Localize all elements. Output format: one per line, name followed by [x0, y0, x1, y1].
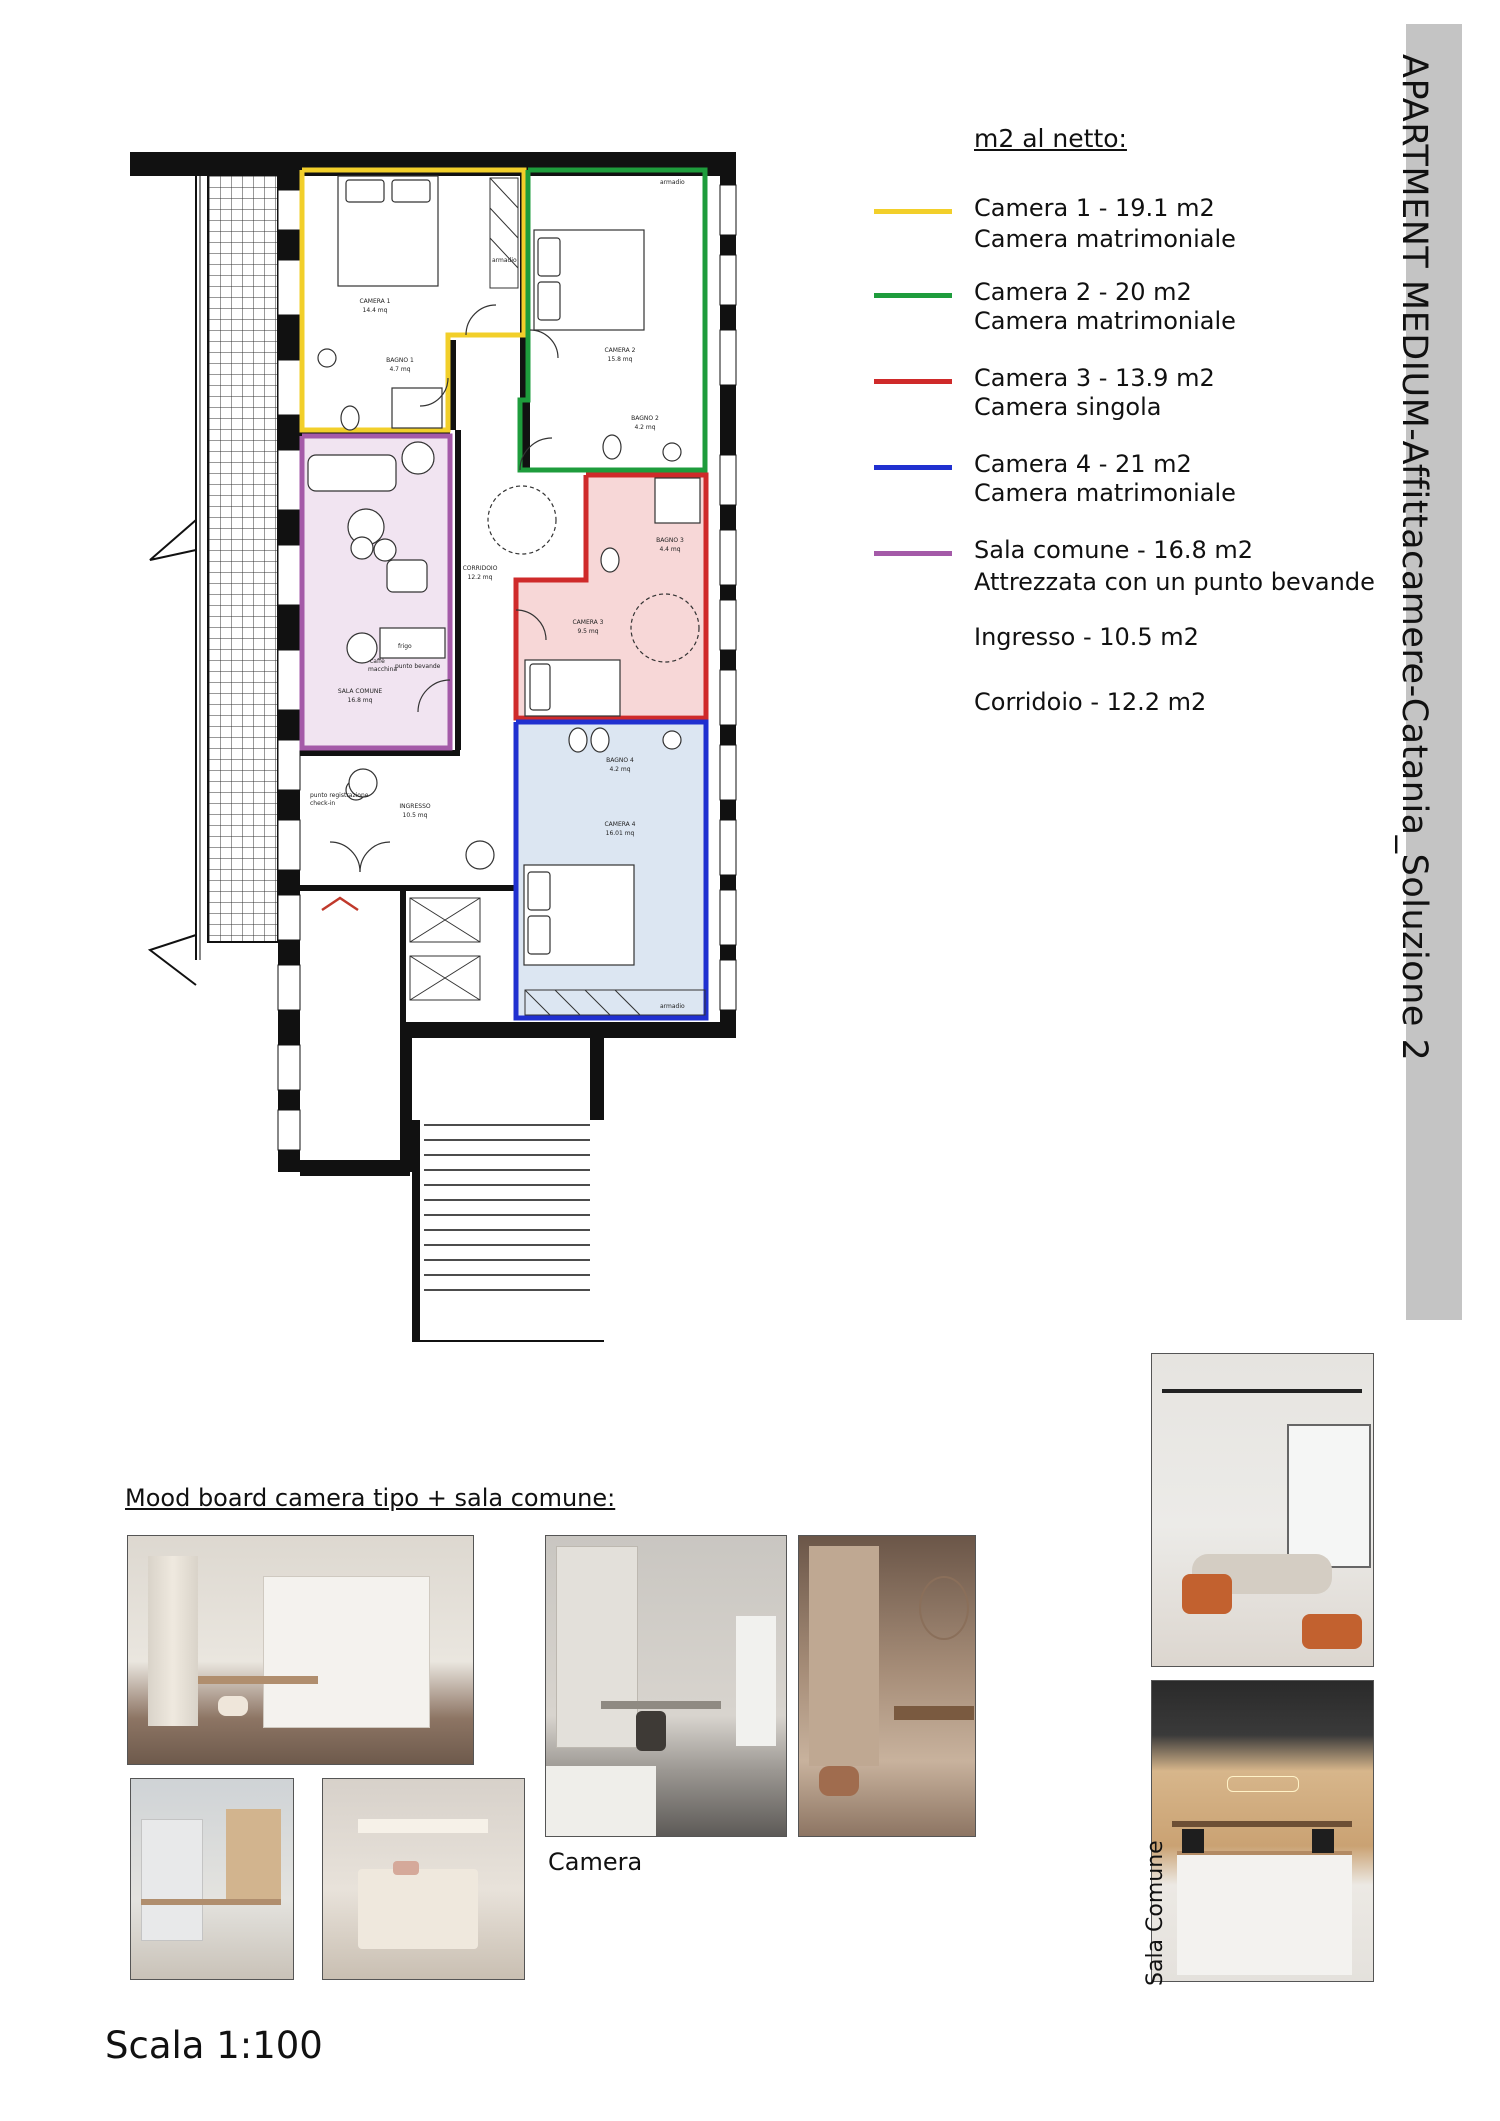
- svg-text:armadio: armadio: [660, 1003, 685, 1010]
- balcony: [208, 172, 278, 942]
- svg-text:12.2 mq: 12.2 mq: [467, 574, 493, 581]
- legend-corridoio: Corridoio - 12.2 m2: [974, 688, 1207, 716]
- svg-text:9.5 mq: 9.5 mq: [577, 628, 599, 635]
- legend-swatch-red: [874, 379, 952, 384]
- legend-item-label: Camera 1 - 19.1 m2: [974, 194, 1215, 222]
- legend-item-label: Sala comune - 16.8 m2: [974, 536, 1254, 564]
- svg-text:armadio: armadio: [660, 179, 685, 186]
- svg-text:BAGNO 2: BAGNO 2: [631, 415, 659, 422]
- svg-text:punto bevande: punto bevande: [395, 663, 441, 670]
- svg-text:CAMERA 1: CAMERA 1: [359, 298, 391, 305]
- svg-text:4.2 mq: 4.2 mq: [634, 424, 656, 431]
- legend-swatch-blue: [874, 465, 952, 470]
- svg-text:10.5 mq: 10.5 mq: [402, 812, 428, 819]
- svg-text:macchina: macchina: [368, 666, 398, 673]
- moodboard-photo-wardrobe: [127, 1535, 474, 1765]
- legend-item-label: Camera 3 - 13.9 m2: [974, 364, 1215, 392]
- sala-comune-caption: Sala Comune: [1143, 1840, 1168, 1986]
- svg-text:BAGNO 1: BAGNO 1: [386, 357, 414, 364]
- svg-text:SALA COMUNE: SALA COMUNE: [337, 688, 383, 695]
- svg-text:caffè: caffè: [370, 658, 385, 665]
- svg-text:4.2 mq: 4.2 mq: [609, 766, 631, 773]
- svg-text:4.4 mq: 4.4 mq: [659, 546, 681, 553]
- svg-text:BAGNO 4: BAGNO 4: [606, 757, 634, 764]
- legend-ingresso: Ingresso - 10.5 m2: [974, 623, 1199, 651]
- legend-item-sublabel: Camera matrimoniale: [974, 225, 1236, 253]
- staircase: [300, 1120, 604, 1340]
- svg-text:INGRESSO: INGRESSO: [399, 803, 431, 810]
- legend-item-label: Camera 2 - 20 m2: [974, 278, 1192, 306]
- svg-text:15.8 mq: 15.8 mq: [607, 356, 633, 363]
- moodboard-photo-bedroom: [322, 1778, 525, 1980]
- svg-text:CORRIDOIO: CORRIDOIO: [462, 565, 498, 572]
- legend-item-label: Camera 4 - 21 m2: [974, 450, 1192, 478]
- svg-text:armadio: armadio: [492, 257, 517, 264]
- legend-heading: m2 al netto:: [974, 124, 1127, 153]
- svg-text:frigo: frigo: [398, 643, 412, 650]
- svg-text:CAMERA 4: CAMERA 4: [604, 821, 636, 828]
- legend-swatch-yellow: [874, 209, 952, 214]
- moodboard-photo-niche: [130, 1778, 294, 1980]
- svg-text:14.4 mq: 14.4 mq: [362, 307, 388, 314]
- moodboard-photo-bathroom: [798, 1535, 976, 1837]
- legend-swatch-purple: [874, 551, 952, 556]
- svg-text:BAGNO 3: BAGNO 3: [656, 537, 684, 544]
- svg-text:punto registrazione: punto registrazione: [310, 792, 369, 799]
- svg-text:check-in: check-in: [310, 800, 336, 807]
- moodboard-heading: Mood board camera tipo + sala comune:: [125, 1484, 616, 1512]
- svg-text:4.7 mq: 4.7 mq: [389, 366, 411, 373]
- legend-item-sublabel: Camera singola: [974, 393, 1162, 421]
- camera-caption: Camera: [548, 1848, 643, 1876]
- entrance-arrow: [322, 898, 358, 910]
- svg-text:16.01 mq: 16.01 mq: [605, 830, 635, 837]
- svg-text:CAMERA 2: CAMERA 2: [604, 347, 636, 354]
- scale-label: Scala 1:100: [105, 2024, 323, 2067]
- moodboard-photo-lounge: [1151, 1353, 1374, 1667]
- moodboard-photo-camera: [545, 1535, 787, 1837]
- legend-item-sublabel: Camera matrimoniale: [974, 307, 1236, 335]
- moodboard-photo-coffee-point: [1151, 1680, 1374, 1982]
- legend-swatch-green: [874, 293, 952, 298]
- svg-text:16.8 mq: 16.8 mq: [347, 697, 373, 704]
- page-title: APARTMENT MEDIUM-Affittacamere-Catania_Soluzione 2: [1394, 54, 1434, 1062]
- legend-item-sublabel: Camera matrimoniale: [974, 479, 1236, 507]
- legend-item-sublabel: Attrezzata con un punto bevande: [974, 568, 1375, 596]
- svg-text:CAMERA 3: CAMERA 3: [572, 619, 604, 626]
